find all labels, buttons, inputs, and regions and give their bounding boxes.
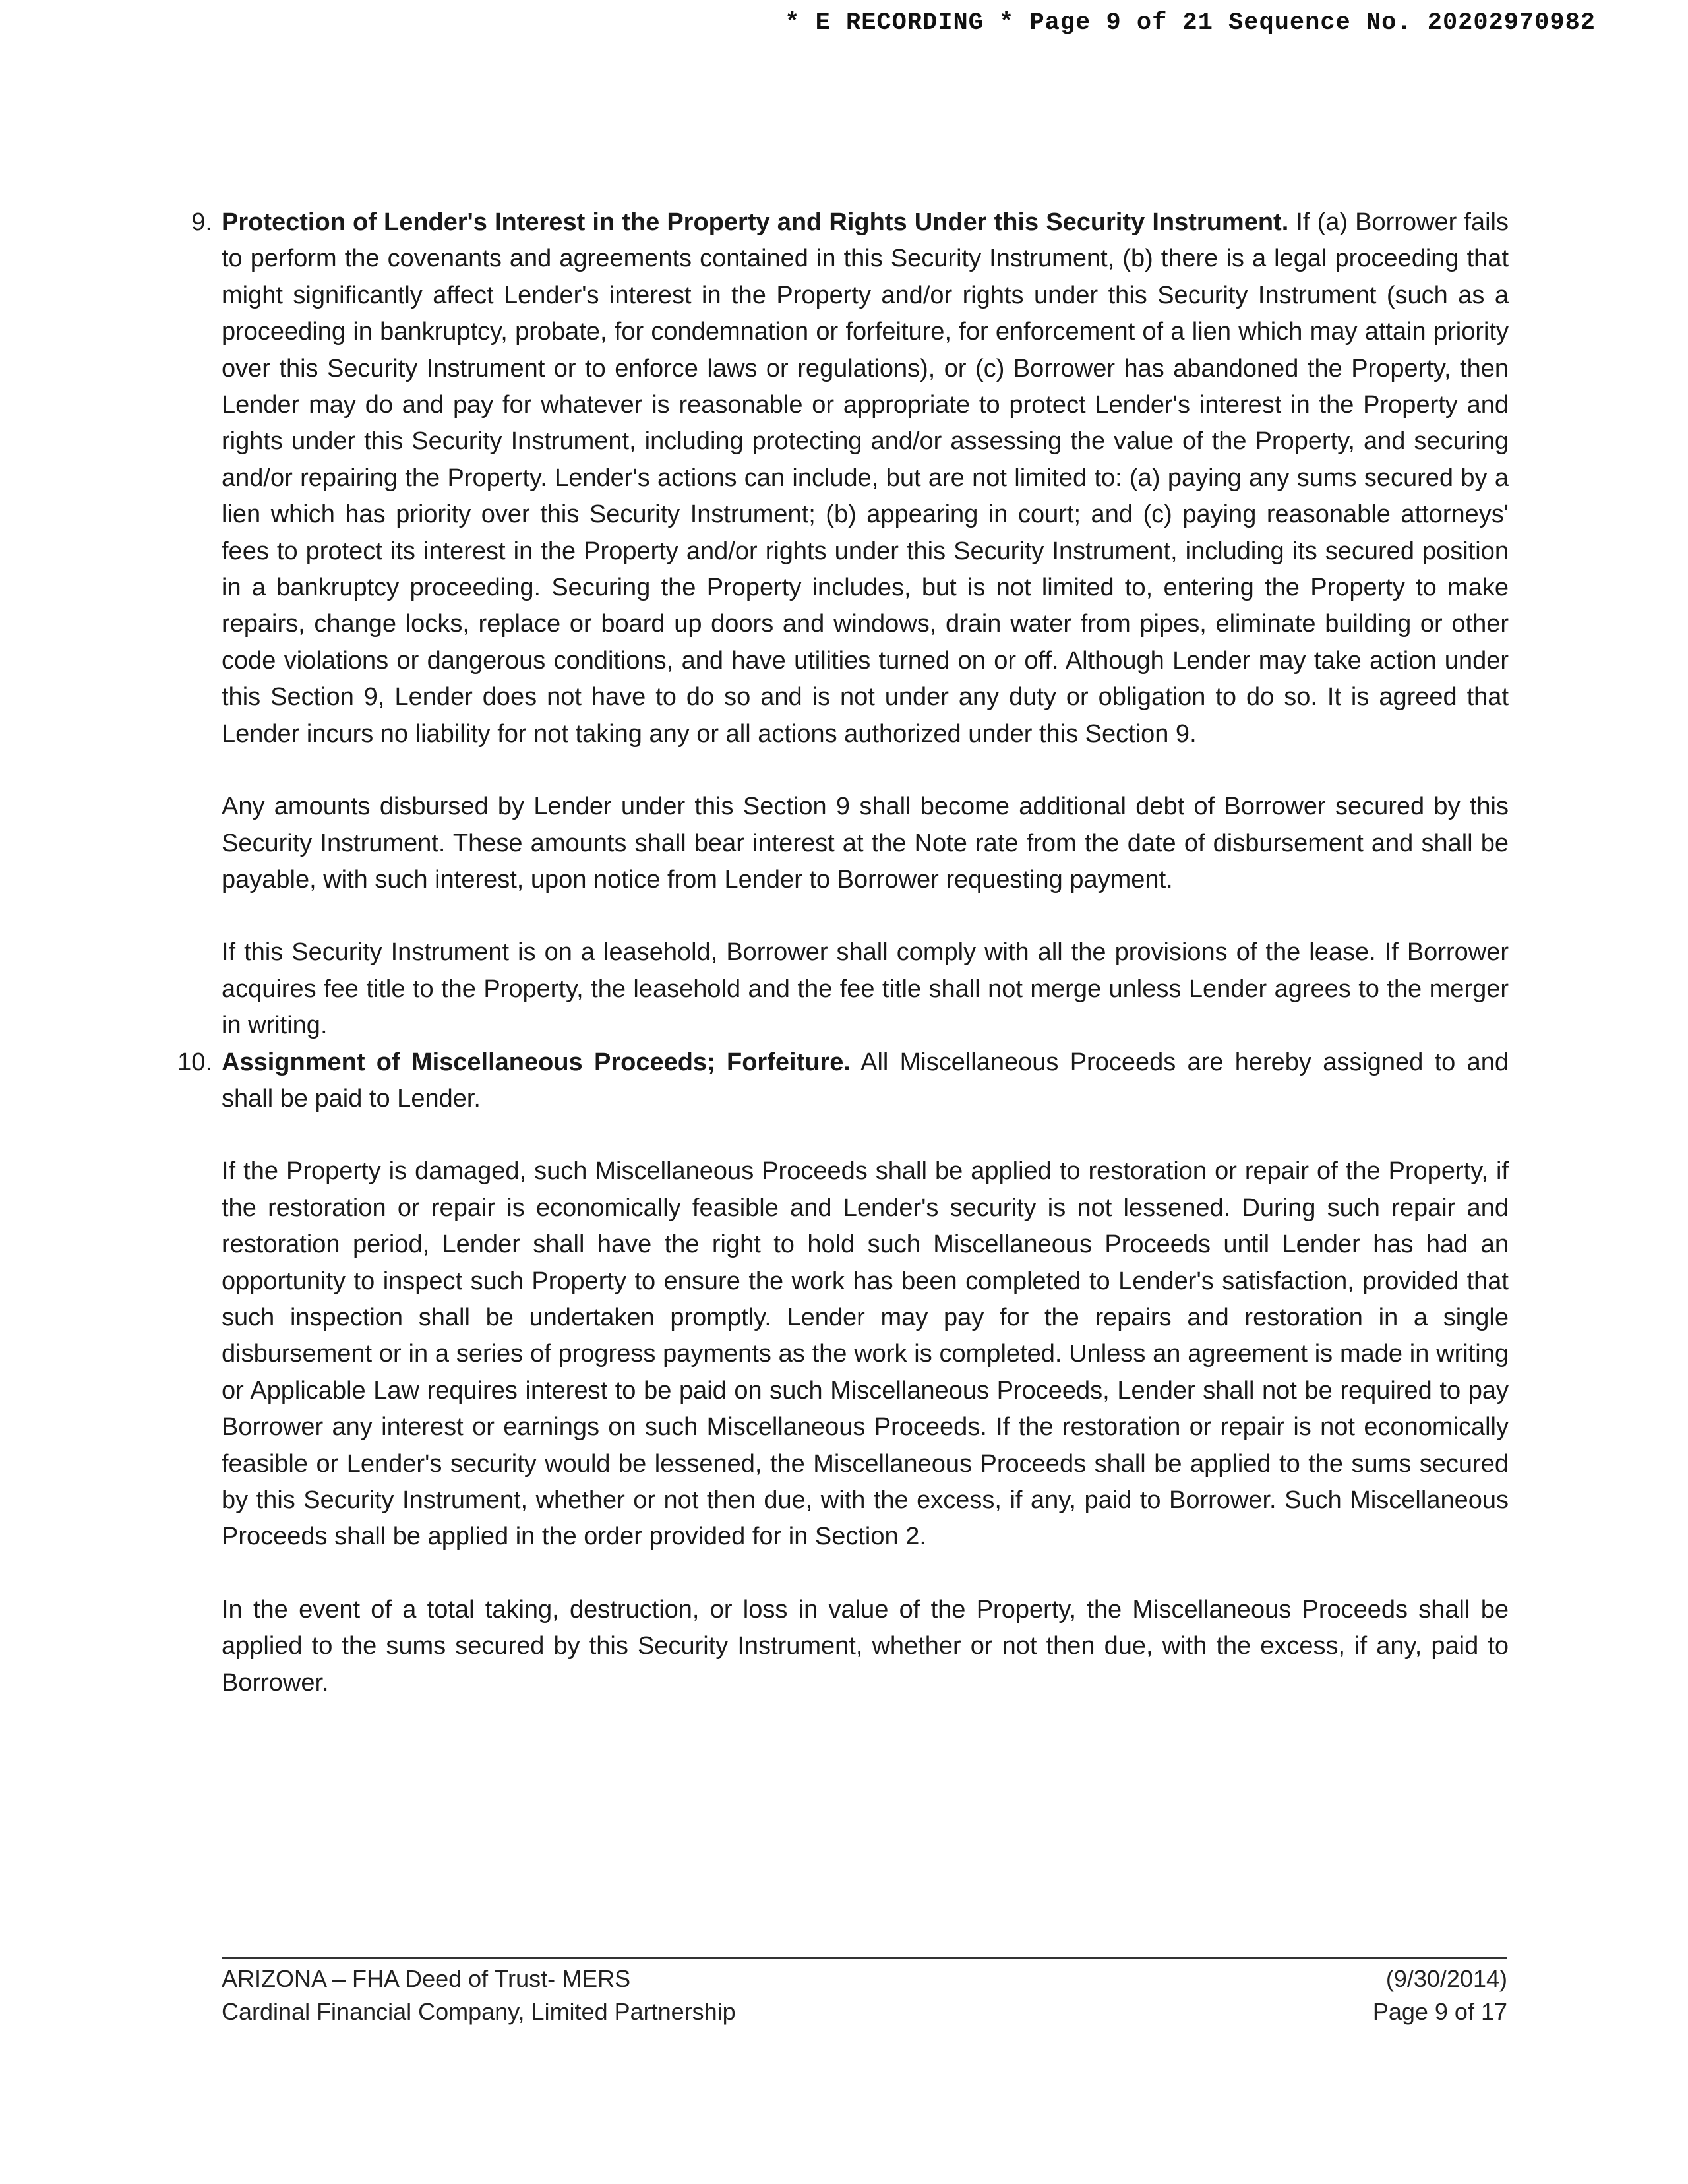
section-paragraph: In the event of a total taking, destruction, or loss in value of the Property, the Miscellaneous Proceeds shall be applied to the sums secured by this Security Instrument, whether or not then due, with the excess, if any, paid to Borrower. bbox=[222, 1595, 1509, 1697]
section-intro-text: All Miscellaneous Proceeds are hereby assigned to and shall be paid to Lender. bbox=[222, 1048, 1509, 1112]
recording-stamp: * E RECORDING * Page 9 of 21 Sequence No. 20202970982 bbox=[785, 9, 1596, 37]
footer-left bbox=[222, 1962, 736, 2028]
footer-lender-name: Cardinal Financial Company, Limited Partnership bbox=[222, 1998, 736, 2025]
section-paragraph: If the Property is damaged, such Miscellaneous Proceeds shall be applied to restoration or repair of the Property, if the restoration or repair is economically feasible and Lender's security is not lessened. During such repair and restoration period, Lender shall have the right to hold such Miscellaneous Proceeds until Lender has had an opportunity to inspect such Property to ensure the work has been completed to Lender's satisfaction, provided that such inspection shall be undertaken promptly. Lender may pay for the repairs and restoration in a single disbursement or in a series of progress payments as the work is completed. Unless an agreement is made in writing or Applicable Law requires interest to be paid on such Miscellaneous Proceeds, Lender shall not be required to pay Borrower any interest or earnings on such Miscellaneous Proceeds. If the restoration or repair is not economically feasible or Lender's security would be lessened, the Miscellaneous Proceeds shall be applied to the sums secured by this Security Instrument, whether or not then due, with the excess, if any, paid to Borrower. Such Miscellaneous Proceeds shall be applied in the order provided for in Section 2. bbox=[222, 1157, 1509, 1551]
section-intro-paragraph bbox=[222, 204, 1509, 752]
section-paragraph: Any amounts disbursed by Lender under this Section 9 shall become additional debt of Borrower secured by this Security Instrument. These amounts shall bear interest at the Note rate from the date of disbursement and shall be payable, with such interest, upon notice from Lender to Borrower requesting payment. bbox=[222, 793, 1509, 894]
section-intro-text: If (a) Borrower fails to perform the covenants and agreements contained in this Security Instrument, (b) there is a legal proceeding that might significantly affect Lender's interest in the Property and/or rights under this Security Instrument (such as a proceeding in bankruptcy, probate, for condemnation or forfeiture, for enforcement of a lien which may attain priority over this Security Instrument or to enforce laws or regulations), or (c) Borrower has abandoned the Property, then Lender may do and pay for whatever is reasonable or appropriate to protect Lender's interest in the Property and rights under this Security Instrument, including protecting and/or assessing the value of the Property, and securing and/or repairing the Property. Lender's actions can include, but are not limited to: (a) paying any sums secured by a lien which has priority over this Security Instrument; (b) appearing in court; and (c) paying reasonable attorneys' fees to protect its interest in the Property and/or rights under this Security Instrument, including its secured position in a bankruptcy proceeding. Securing the Property includes, but is not limited to, entering the Property to make repairs, change locks, replace or board up doors and windows, drain water from pipes, eliminate building or other code violations or dangerous conditions, and have utilities turned on or off. Although Lender may take action under this Section 9, Lender does not have to do so and is not under any duty or obligation to do so. It is agreed that Lender incurs no liability for not taking any or all actions authorized under this Section 9. bbox=[222, 208, 1509, 748]
section-paragraph: If this Security Instrument is on a leasehold, Borrower shall comply with all the provisions of the lease. If Borrower acquires fee title to the Property, the leasehold and the fee title shall not merge unless Lender agrees to the merger in writing. bbox=[222, 938, 1509, 1040]
footer-form-title: ARIZONA – FHA Deed of Trust- MERS bbox=[222, 1965, 631, 1992]
section-number: 10. bbox=[177, 1048, 212, 1076]
footer-divider bbox=[222, 1957, 1507, 1959]
section-heading: Assignment of Miscellaneous Proceeds; Forfeiture. bbox=[222, 1048, 851, 1076]
footer-right bbox=[1373, 1962, 1507, 2028]
footer-page-number: Page 9 of 17 bbox=[1372, 1998, 1507, 2025]
document-body bbox=[177, 204, 1509, 1701]
section-intro-paragraph bbox=[222, 1045, 1509, 1118]
section-9 bbox=[191, 204, 1509, 1045]
section-10 bbox=[177, 1045, 1509, 1702]
section-heading: Protection of Lender's Interest in the Property and Rights Under this Security Instrument. bbox=[222, 208, 1289, 236]
section-number: 9. bbox=[191, 208, 212, 236]
footer-form-date: (9/30/2014) bbox=[1385, 1965, 1507, 1992]
